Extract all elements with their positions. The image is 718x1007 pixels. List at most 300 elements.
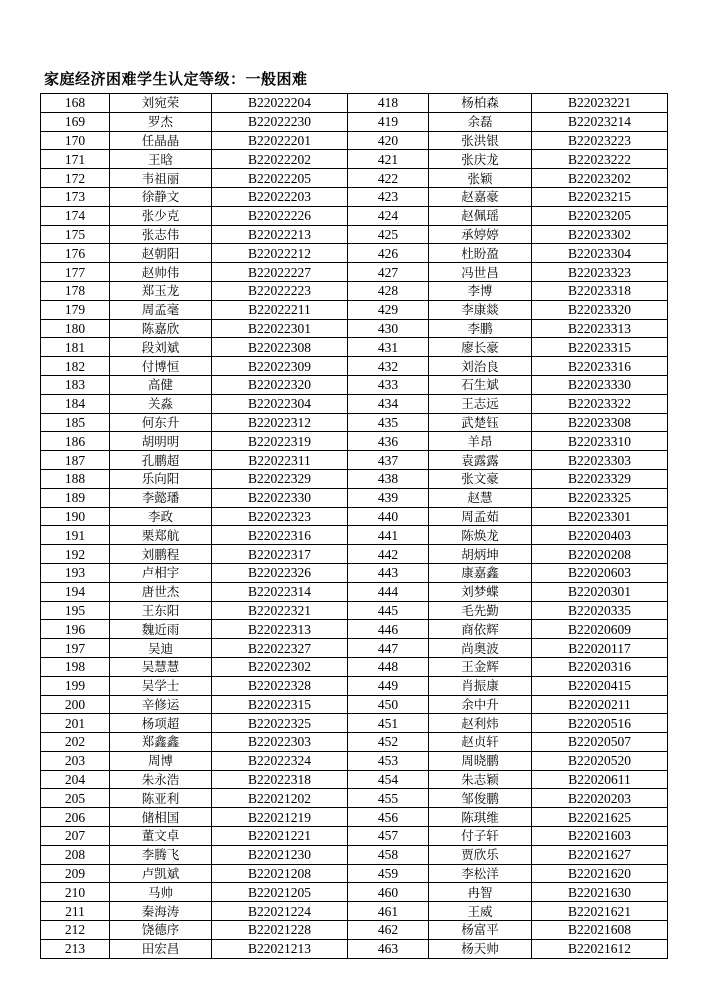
- student-name: 余中升: [429, 695, 532, 714]
- row-number: 169: [41, 112, 110, 131]
- table-row: [41, 601, 668, 620]
- student-name: 李鹏: [429, 319, 532, 338]
- student-id: B22022312: [212, 413, 348, 432]
- student-id: B22023320: [532, 300, 668, 319]
- student-id: B22020611: [532, 770, 668, 789]
- row-number: 459: [348, 864, 429, 883]
- student-name: 张少克: [110, 206, 212, 225]
- student-id: B22022226: [212, 206, 348, 225]
- row-number: 424: [348, 206, 429, 225]
- student-name: 韦祖丽: [110, 169, 212, 188]
- student-id: B22020203: [532, 789, 668, 808]
- student-id: B22022316: [212, 526, 348, 545]
- student-name: 武楚钰: [429, 413, 532, 432]
- student-name: 徐静文: [110, 187, 212, 206]
- student-name: 袁露露: [429, 451, 532, 470]
- student-name: 杨柏森: [429, 94, 532, 113]
- student-id: B22023310: [532, 432, 668, 451]
- student-name: 何东升: [110, 413, 212, 432]
- student-name: 杨天帅: [429, 939, 532, 958]
- student-id: B22020507: [532, 733, 668, 752]
- student-name: 赵慧: [429, 488, 532, 507]
- student-name: 余磊: [429, 112, 532, 131]
- student-name: 贾欣乐: [429, 845, 532, 864]
- table-row: [41, 751, 668, 770]
- row-number: 453: [348, 751, 429, 770]
- student-name: 杜盼盈: [429, 244, 532, 263]
- table-row: [41, 94, 668, 113]
- student-id: B22023323: [532, 263, 668, 282]
- student-name: 饶德序: [110, 921, 212, 940]
- student-id: B22022325: [212, 714, 348, 733]
- student-id: B22021205: [212, 883, 348, 902]
- table-row: [41, 563, 668, 582]
- student-id: B22022330: [212, 488, 348, 507]
- student-id: B22022204: [212, 94, 348, 113]
- row-number: 200: [41, 695, 110, 714]
- student-name: 赵朝阳: [110, 244, 212, 263]
- student-name: 陈嘉欣: [110, 319, 212, 338]
- student-name: 郑鑫鑫: [110, 733, 212, 752]
- student-name: 毛先勤: [429, 601, 532, 620]
- row-number: 213: [41, 939, 110, 958]
- student-id: B22021630: [532, 883, 668, 902]
- table-row: [41, 921, 668, 940]
- student-id: B22023304: [532, 244, 668, 263]
- student-id: B22022304: [212, 394, 348, 413]
- student-name: 马帅: [110, 883, 212, 902]
- student-name: 张文豪: [429, 469, 532, 488]
- student-id: B22023325: [532, 488, 668, 507]
- row-number: 202: [41, 733, 110, 752]
- row-number: 189: [41, 488, 110, 507]
- row-number: 434: [348, 394, 429, 413]
- student-name: 李腾飞: [110, 845, 212, 864]
- student-id: B22022230: [212, 112, 348, 131]
- student-name: 石生斌: [429, 375, 532, 394]
- student-id: B22022308: [212, 338, 348, 357]
- student-id: B22023316: [532, 357, 668, 376]
- student-name: 孔鹏超: [110, 451, 212, 470]
- student-name: 朱永浩: [110, 770, 212, 789]
- row-number: 206: [41, 808, 110, 827]
- table-row: [41, 169, 668, 188]
- row-number: 212: [41, 921, 110, 940]
- student-name: 张洪银: [429, 131, 532, 150]
- row-number: 170: [41, 131, 110, 150]
- table-row: [41, 939, 668, 958]
- student-name: 陈亚利: [110, 789, 212, 808]
- student-id: B22022315: [212, 695, 348, 714]
- student-name: 刘鹏程: [110, 545, 212, 564]
- row-number: 174: [41, 206, 110, 225]
- row-number: 197: [41, 639, 110, 658]
- row-number: 457: [348, 827, 429, 846]
- student-name: 刘治良: [429, 357, 532, 376]
- row-number: 439: [348, 488, 429, 507]
- table-row: [41, 300, 668, 319]
- row-number: 447: [348, 639, 429, 658]
- student-name: 胡炳坤: [429, 545, 532, 564]
- row-number: 185: [41, 413, 110, 432]
- student-name: 赵利炜: [429, 714, 532, 733]
- row-number: 449: [348, 676, 429, 695]
- student-id: B22023202: [532, 169, 668, 188]
- row-number: 204: [41, 770, 110, 789]
- student-id: B22021608: [532, 921, 668, 940]
- row-number: 179: [41, 300, 110, 319]
- row-number: 429: [348, 300, 429, 319]
- student-id: B22023303: [532, 451, 668, 470]
- student-id: B22023221: [532, 94, 668, 113]
- row-number: 451: [348, 714, 429, 733]
- table-row: [41, 845, 668, 864]
- student-id: B22020603: [532, 563, 668, 582]
- student-id: B22023215: [532, 187, 668, 206]
- table-row: [41, 620, 668, 639]
- row-number: 176: [41, 244, 110, 263]
- student-id: B22023315: [532, 338, 668, 357]
- page-title: 家庭经济困难学生认定等级：一般困难: [44, 70, 308, 88]
- student-id: B22022205: [212, 169, 348, 188]
- table-row: [41, 187, 668, 206]
- student-name: 高健: [110, 375, 212, 394]
- row-number: 455: [348, 789, 429, 808]
- student-name: 田宏昌: [110, 939, 212, 958]
- student-id: B22020335: [532, 601, 668, 620]
- student-id: B22021219: [212, 808, 348, 827]
- student-name: 杨项超: [110, 714, 212, 733]
- table-row: [41, 808, 668, 827]
- table-row: [41, 545, 668, 564]
- student-id: B22022320: [212, 375, 348, 394]
- student-id: B22020403: [532, 526, 668, 545]
- row-number: 418: [348, 94, 429, 113]
- row-number: 183: [41, 375, 110, 394]
- student-name: 唐世杰: [110, 582, 212, 601]
- student-name: 赵佩瑶: [429, 206, 532, 225]
- row-number: 438: [348, 469, 429, 488]
- student-id: B22022301: [212, 319, 348, 338]
- row-number: 461: [348, 902, 429, 921]
- student-id: B22020415: [532, 676, 668, 695]
- student-name: 罗杰: [110, 112, 212, 131]
- student-name: 储相国: [110, 808, 212, 827]
- row-number: 430: [348, 319, 429, 338]
- row-number: 192: [41, 545, 110, 564]
- row-number: 442: [348, 545, 429, 564]
- student-name: 张颖: [429, 169, 532, 188]
- table-row: [41, 827, 668, 846]
- row-number: 458: [348, 845, 429, 864]
- student-name: 陈焕龙: [429, 526, 532, 545]
- student-id: B22020520: [532, 751, 668, 770]
- row-number: 191: [41, 526, 110, 545]
- row-number: 203: [41, 751, 110, 770]
- student-id: B22020211: [532, 695, 668, 714]
- row-number: 431: [348, 338, 429, 357]
- student-name: 吴学士: [110, 676, 212, 695]
- student-name: 朱志颖: [429, 770, 532, 789]
- student-name: 栗郑航: [110, 526, 212, 545]
- student-id: B22022323: [212, 507, 348, 526]
- row-number: 454: [348, 770, 429, 789]
- row-number: 199: [41, 676, 110, 695]
- table-row: [41, 432, 668, 451]
- student-id: B22020301: [532, 582, 668, 601]
- student-name: 王晗: [110, 150, 212, 169]
- table-row: [41, 469, 668, 488]
- row-number: 435: [348, 413, 429, 432]
- table-row: [41, 883, 668, 902]
- student-id: B22021612: [532, 939, 668, 958]
- table-row: [41, 507, 668, 526]
- student-name: 肖振康: [429, 676, 532, 695]
- row-number: 175: [41, 225, 110, 244]
- student-id: B22022324: [212, 751, 348, 770]
- table-row: [41, 695, 668, 714]
- table-row: [41, 244, 668, 263]
- table-row: [41, 357, 668, 376]
- table-row: [41, 206, 668, 225]
- student-id: B22022317: [212, 545, 348, 564]
- student-id: B22023302: [532, 225, 668, 244]
- student-name: 赵嘉豪: [429, 187, 532, 206]
- table-row: [41, 451, 668, 470]
- student-id: B22021603: [532, 827, 668, 846]
- student-id: B22020516: [532, 714, 668, 733]
- table-row: [41, 375, 668, 394]
- row-number: 181: [41, 338, 110, 357]
- row-number: 207: [41, 827, 110, 846]
- student-name: 胡明明: [110, 432, 212, 451]
- student-name: 吴慧慧: [110, 657, 212, 676]
- table-row: [41, 225, 668, 244]
- student-name: 邹俊鹏: [429, 789, 532, 808]
- row-number: 171: [41, 150, 110, 169]
- student-name: 王东阳: [110, 601, 212, 620]
- table-row: [41, 714, 668, 733]
- student-id: B22020316: [532, 657, 668, 676]
- row-number: 209: [41, 864, 110, 883]
- student-id: B22023214: [532, 112, 668, 131]
- student-id: B22023223: [532, 131, 668, 150]
- row-number: 173: [41, 187, 110, 206]
- student-name: 刘梦蝶: [429, 582, 532, 601]
- student-name: 董文卓: [110, 827, 212, 846]
- row-number: 178: [41, 281, 110, 300]
- student-name: 商依辉: [429, 620, 532, 639]
- student-name: 辛修运: [110, 695, 212, 714]
- student-name: 周孟茹: [429, 507, 532, 526]
- student-name: 周孟毫: [110, 300, 212, 319]
- row-number: 172: [41, 169, 110, 188]
- student-id: B22023313: [532, 319, 668, 338]
- table-row: [41, 413, 668, 432]
- student-id: B22022213: [212, 225, 348, 244]
- table-row: [41, 657, 668, 676]
- row-number: 177: [41, 263, 110, 282]
- row-number: 452: [348, 733, 429, 752]
- row-number: 437: [348, 451, 429, 470]
- student-id: B22021221: [212, 827, 348, 846]
- student-name: 秦海涛: [110, 902, 212, 921]
- student-id: B22021202: [212, 789, 348, 808]
- student-id: B22022303: [212, 733, 348, 752]
- row-number: 436: [348, 432, 429, 451]
- row-number: 419: [348, 112, 429, 131]
- table-row: [41, 394, 668, 413]
- student-id: B22022311: [212, 451, 348, 470]
- student-id: B22022329: [212, 469, 348, 488]
- row-number: 198: [41, 657, 110, 676]
- table-row: [41, 789, 668, 808]
- student-table: [40, 93, 668, 959]
- student-name: 杨富平: [429, 921, 532, 940]
- student-id: B22023329: [532, 469, 668, 488]
- table-row: [41, 131, 668, 150]
- student-name: 李政: [110, 507, 212, 526]
- student-name: 陈琪维: [429, 808, 532, 827]
- student-name: 羊昂: [429, 432, 532, 451]
- student-name: 付子轩: [429, 827, 532, 846]
- row-number: 421: [348, 150, 429, 169]
- table-row: [41, 150, 668, 169]
- student-name: 任晶晶: [110, 131, 212, 150]
- student-name: 廖长豪: [429, 338, 532, 357]
- table-row: [41, 770, 668, 789]
- student-id: B22023222: [532, 150, 668, 169]
- row-number: 445: [348, 601, 429, 620]
- student-id: B22022211: [212, 300, 348, 319]
- row-number: 188: [41, 469, 110, 488]
- row-number: 186: [41, 432, 110, 451]
- table-row: [41, 338, 668, 357]
- student-name: 冉智: [429, 883, 532, 902]
- row-number: 196: [41, 620, 110, 639]
- student-id: B22021627: [532, 845, 668, 864]
- table-row: [41, 582, 668, 601]
- student-name: 付博恒: [110, 357, 212, 376]
- student-name: 王威: [429, 902, 532, 921]
- student-name: 赵贞轩: [429, 733, 532, 752]
- student-name: 张庆龙: [429, 150, 532, 169]
- row-number: 462: [348, 921, 429, 940]
- student-id: B22023322: [532, 394, 668, 413]
- student-id: B22023308: [532, 413, 668, 432]
- student-id: B22022313: [212, 620, 348, 639]
- table-row: [41, 733, 668, 752]
- student-name: 承婷婷: [429, 225, 532, 244]
- student-name: 乐向阳: [110, 469, 212, 488]
- table-row: [41, 488, 668, 507]
- row-number: 441: [348, 526, 429, 545]
- row-number: 210: [41, 883, 110, 902]
- student-name: 王金辉: [429, 657, 532, 676]
- student-id: B22021228: [212, 921, 348, 940]
- student-id: B22021620: [532, 864, 668, 883]
- row-number: 425: [348, 225, 429, 244]
- student-id: B22022202: [212, 150, 348, 169]
- table-row: [41, 263, 668, 282]
- row-number: 208: [41, 845, 110, 864]
- student-id: B22021213: [212, 939, 348, 958]
- student-name: 康嘉鑫: [429, 563, 532, 582]
- table-row: [41, 281, 668, 300]
- row-number: 444: [348, 582, 429, 601]
- table-row: [41, 902, 668, 921]
- student-id: B22022328: [212, 676, 348, 695]
- student-name: 郑玉龙: [110, 281, 212, 300]
- row-number: 420: [348, 131, 429, 150]
- student-id: B22021224: [212, 902, 348, 921]
- student-id: B22020609: [532, 620, 668, 639]
- student-name: 李康燚: [429, 300, 532, 319]
- student-id: B22020208: [532, 545, 668, 564]
- student-name: 冯世昌: [429, 263, 532, 282]
- row-number: 211: [41, 902, 110, 921]
- student-name: 张志伟: [110, 225, 212, 244]
- table-row: [41, 676, 668, 695]
- row-number: 427: [348, 263, 429, 282]
- row-number: 180: [41, 319, 110, 338]
- row-number: 195: [41, 601, 110, 620]
- row-number: 440: [348, 507, 429, 526]
- student-name: 吴迪: [110, 639, 212, 658]
- row-number: 450: [348, 695, 429, 714]
- student-id: B22022327: [212, 639, 348, 658]
- row-number: 432: [348, 357, 429, 376]
- table-row: [41, 639, 668, 658]
- table-row: [41, 526, 668, 545]
- student-name: 关淼: [110, 394, 212, 413]
- row-number: 205: [41, 789, 110, 808]
- student-name: 赵帅伟: [110, 263, 212, 282]
- student-name: 周博: [110, 751, 212, 770]
- row-number: 422: [348, 169, 429, 188]
- student-id: B22022203: [212, 187, 348, 206]
- student-name: 卢相宇: [110, 563, 212, 582]
- row-number: 182: [41, 357, 110, 376]
- student-id: B22022212: [212, 244, 348, 263]
- row-number: 426: [348, 244, 429, 263]
- row-number: 443: [348, 563, 429, 582]
- row-number: 168: [41, 94, 110, 113]
- student-name: 李博: [429, 281, 532, 300]
- row-number: 190: [41, 507, 110, 526]
- row-number: 201: [41, 714, 110, 733]
- student-id: B22023205: [532, 206, 668, 225]
- student-id: B22023301: [532, 507, 668, 526]
- student-id: B22022319: [212, 432, 348, 451]
- student-name: 李松洋: [429, 864, 532, 883]
- student-name: 段刘斌: [110, 338, 212, 357]
- row-number: 187: [41, 451, 110, 470]
- table-row: [41, 864, 668, 883]
- student-id: B22023330: [532, 375, 668, 394]
- table-row: [41, 112, 668, 131]
- student-id: B22022201: [212, 131, 348, 150]
- student-id: B22021621: [532, 902, 668, 921]
- student-id: B22020117: [532, 639, 668, 658]
- row-number: 184: [41, 394, 110, 413]
- row-number: 428: [348, 281, 429, 300]
- student-id: B22022318: [212, 770, 348, 789]
- row-number: 463: [348, 939, 429, 958]
- student-id: B22022309: [212, 357, 348, 376]
- student-id: B22023318: [532, 281, 668, 300]
- row-number: 423: [348, 187, 429, 206]
